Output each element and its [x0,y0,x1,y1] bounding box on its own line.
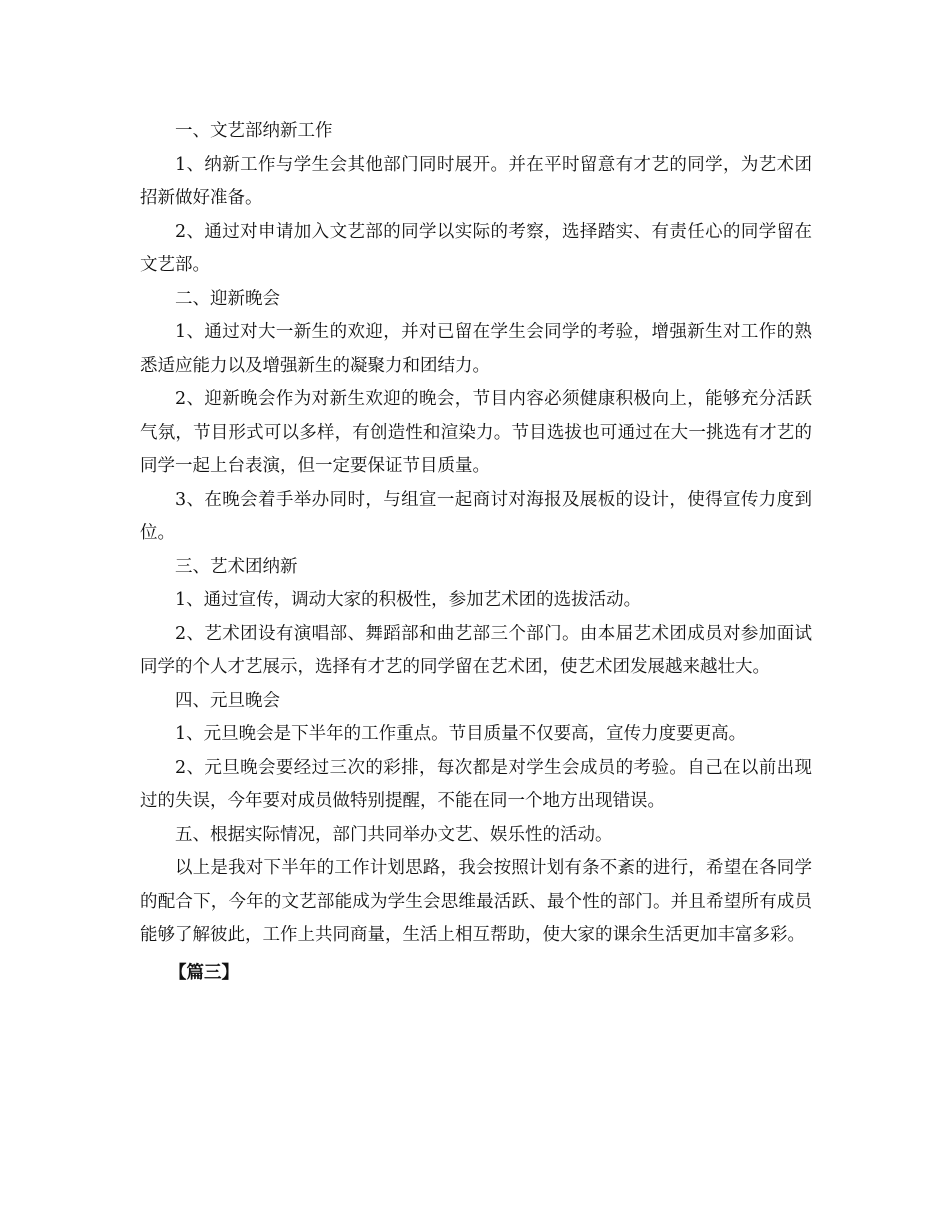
closing-paragraph: 以上是我对下半年的工作计划思路，我会按照计划有条不紊的进行，希望在各同学的配合下，今年的文艺部能成为学生会思维最活跃、最个性的部门。并且希望所有成员能够了解彼此，工作上共同商量，生活上相互帮助，使大家的课余生活更加丰富多彩。 [140,858,812,945]
section-heading-5: 五、根据实际情况，部门共同举办文艺、娱乐性的活动。 [175,824,613,845]
paragraph: 2、通过对申请加入文艺部的同学以实际的考察，选择踏实、有责任心的同学留在文艺部。 [140,221,812,275]
section-heading-1: 一、文艺部纳新工作 [175,121,333,141]
document-body [140,115,812,990]
section-heading-2: 二、迎新晚会 [175,288,280,309]
section-heading-3: 三、艺术团纳新 [175,556,298,577]
paragraph: 2、迎新晚会作为对新生欢迎的晚会，节目内容必须健康积极向上，能够充分活跃气氛，节目形式可以多样，有创造性和渲染力。节目选拔也可通过在大一挑选有才艺的同学一起上台表演，但一定要保证节目质量。 [140,389,812,476]
section-label: 【篇三】 [169,962,239,983]
section-heading-4: 四、元旦晚会 [175,690,280,711]
paragraph: 3、在晚会着手举办同时，与组宣一起商讨对海报及展板的设计，使得宣传力度到位。 [140,489,812,543]
paragraph: 1、元旦晚会是下半年的工作重点。节目质量不仅要高，宣传力度要更高。 [175,724,747,744]
paragraph: 2、艺术团设有演唱部、舞蹈部和曲艺部三个部门。由本届艺术团成员对参加面试同学的个人才艺展示，选择有才艺的同学留在艺术团，使艺术团发展越来越壮大。 [140,623,812,677]
paragraph: 1、纳新工作与学生会其他部门同时展开。并在平时留意有才艺的同学，为艺术团招新做好准备。 [140,154,812,208]
paragraph: 1、通过对大一新生的欢迎，并对已留在学生会同学的考验，增强新生对工作的熟悉适应能力以及增强新生的凝聚力和团结力。 [140,322,812,376]
paragraph: 1、通过宣传，调动大家的积极性，参加艺术团的选拔活动。 [175,590,642,610]
paragraph: 2、元旦晚会要经过三次的彩排，每次都是对学生会成员的考验。自己在以前出现过的失误，今年要对成员做特别提醒，不能在同一个地方出现错误。 [140,757,812,811]
